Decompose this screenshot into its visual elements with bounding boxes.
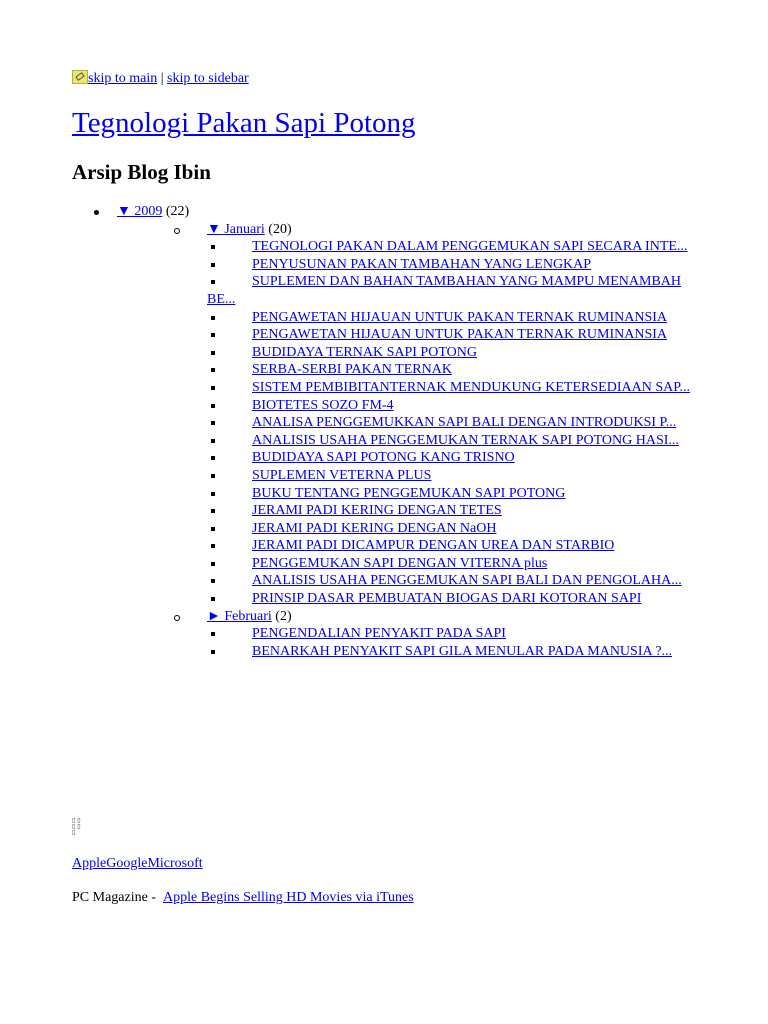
circle-bullet-icon — [174, 615, 180, 621]
list-item — [0, 238, 697, 256]
circle-bullet-icon — [174, 228, 180, 234]
square-bullet-icon — [211, 492, 215, 496]
list-item — [0, 361, 697, 379]
square-bullet-icon — [211, 245, 215, 249]
square-bullet-icon — [211, 263, 215, 267]
post-link[interactable]: BUDIDAYA SAPI POTONG KANG TRISNO — [252, 450, 515, 466]
list-item — [0, 344, 697, 362]
tab-microsoft[interactable]: Microsoft — [147, 856, 203, 871]
post-link[interactable]: ANALISIS USAHA PENGGEMUKAN TERNAK SAPI POTONG HASI... — [252, 432, 679, 448]
post-link[interactable]: SISTEM PEMBIBITANTERNAK MENDUKUNG KETERSEDIAAN SAP... — [252, 379, 690, 395]
list-item — [0, 625, 697, 643]
square-bullet-icon — [211, 351, 215, 355]
square-bullet-icon — [211, 456, 215, 460]
post-link[interactable]: SUPLEMEN DAN BAHAN TAMBAHAN YANG MAMPU MENAMBAH BE... — [207, 274, 682, 307]
post-link[interactable]: PENGGEMUKAN SAPI DENGAN VITERNA plus — [252, 555, 548, 571]
list-item — [0, 273, 697, 308]
list-item — [0, 326, 697, 344]
post-link[interactable]: TEGNOLOGI PAKAN DALAM PENGGEMUKAN SAPI SECARA INTE... — [252, 239, 688, 255]
broken-widget-icon: ▯ ▯ ▯ ▯ ▯ — [72, 817, 81, 836]
archive-year-2009 — [0, 203, 768, 221]
januari-post-list — [0, 238, 768, 607]
news-tabs — [72, 855, 203, 873]
list-item — [0, 572, 697, 590]
list-item — [0, 502, 697, 520]
list-item — [0, 432, 697, 450]
list-item — [0, 309, 697, 327]
list-item — [0, 643, 697, 661]
post-link[interactable]: SUPLEMEN VETERNA PLUS — [252, 467, 432, 483]
square-bullet-icon — [211, 421, 215, 425]
list-item — [0, 555, 697, 573]
post-link[interactable]: BUKU TENTANG PENGGEMUKAN SAPI POTONG — [252, 485, 566, 501]
post-link[interactable]: SERBA-SERBI PAKAN TERNAK — [252, 362, 452, 378]
square-bullet-icon — [211, 316, 215, 320]
list-item — [0, 256, 697, 274]
skip-to-main-link[interactable]: skip to main — [88, 71, 158, 86]
post-link[interactable]: PENGAWETAN HIJAUAN UNTUK PAKAN TERNAK RUMINANSIA — [252, 309, 668, 325]
post-link[interactable]: JERAMI PADI DICAMPUR DENGAN UREA DAN STARBIO — [252, 538, 615, 554]
square-bullet-icon — [211, 544, 215, 548]
list-item — [0, 379, 697, 397]
archive-heading: Arsip Blog Ibin — [72, 160, 211, 184]
square-bullet-icon — [211, 562, 215, 566]
februari-post-list — [0, 625, 768, 660]
post-link[interactable]: PRINSIP DASAR PEMBUATAN BIOGAS DARI KOTORAN SAPI — [252, 591, 642, 607]
news-headline-link[interactable]: Apple Begins Selling HD Movies via iTunes — [162, 890, 414, 905]
post-link[interactable]: PENGENDALIAN PENYAKIT PADA SAPI — [252, 626, 506, 642]
square-bullet-icon — [211, 474, 215, 478]
year-toggle-link[interactable]: ▼ 2009 — [117, 204, 163, 219]
list-item — [0, 467, 697, 485]
tab-apple[interactable]: Apple — [72, 856, 107, 871]
post-link[interactable]: BIOTETES SOZO FM-4 — [252, 397, 394, 413]
post-link[interactable]: BENARKAH PENYAKIT SAPI GILA MENULAR PADA MANUSIA ?... — [252, 643, 673, 659]
square-bullet-icon — [211, 579, 215, 583]
list-item — [0, 537, 697, 555]
month-post-count: (2) — [271, 608, 292, 624]
skip-separator: | — [157, 71, 168, 86]
square-bullet-icon — [211, 632, 215, 636]
blog-archive — [0, 203, 768, 660]
month-toggle-link[interactable]: ▼ Januari — [207, 221, 265, 237]
news-source: PC Magazine - — [72, 890, 160, 905]
square-bullet-icon — [211, 650, 215, 654]
archive-month-januari — [0, 221, 768, 239]
square-bullet-icon — [211, 333, 215, 337]
square-bullet-icon — [211, 439, 215, 443]
square-bullet-icon — [211, 597, 215, 601]
post-link[interactable]: JERAMI PADI KERING DENGAN NaOH — [252, 520, 497, 536]
square-bullet-icon — [211, 527, 215, 531]
post-link[interactable]: JERAMI PADI KERING DENGAN TETES — [252, 503, 502, 519]
post-link[interactable]: ANALISIS USAHA PENGGEMUKAN SAPI BALI DAN PENGOLAHA... — [252, 573, 682, 589]
month-post-count: (20) — [264, 221, 292, 237]
square-bullet-icon — [211, 386, 215, 390]
skip-to-sidebar-link[interactable]: skip to sidebar — [167, 71, 249, 86]
post-link[interactable]: ANALISA PENGGEMUKKAN SAPI BALI DENGAN INTRODUKSI P... — [252, 415, 677, 431]
list-item — [0, 485, 697, 503]
skip-links — [72, 70, 249, 88]
square-bullet-icon — [211, 368, 215, 372]
post-link[interactable]: PENGAWETAN HIJAUAN UNTUK PAKAN TERNAK RUMINANSIA — [252, 327, 668, 343]
broken-image-icon — [72, 70, 88, 84]
post-link[interactable]: PENYUSUNAN PAKAN TAMBAHAN YANG LENGKAP — [252, 256, 592, 272]
square-bullet-icon — [211, 509, 215, 513]
list-item — [0, 414, 697, 432]
blog-title — [72, 105, 416, 141]
disc-bullet-icon — [94, 210, 99, 215]
tab-google[interactable]: Google — [106, 856, 148, 871]
list-item — [0, 590, 697, 608]
square-bullet-icon — [211, 280, 215, 284]
list-item — [0, 449, 697, 467]
blog-title-link[interactable]: Tegnologi Pakan Sapi Potong — [72, 107, 416, 139]
month-toggle-link[interactable]: ► Februari — [207, 608, 272, 624]
square-bullet-icon — [211, 404, 215, 408]
list-item — [0, 520, 697, 538]
list-item — [0, 397, 697, 415]
post-link[interactable]: BUDIDAYA TERNAK SAPI POTONG — [252, 344, 477, 360]
year-post-count: (22) — [162, 204, 190, 219]
news-item — [72, 889, 414, 907]
archive-month-februari — [0, 608, 768, 626]
